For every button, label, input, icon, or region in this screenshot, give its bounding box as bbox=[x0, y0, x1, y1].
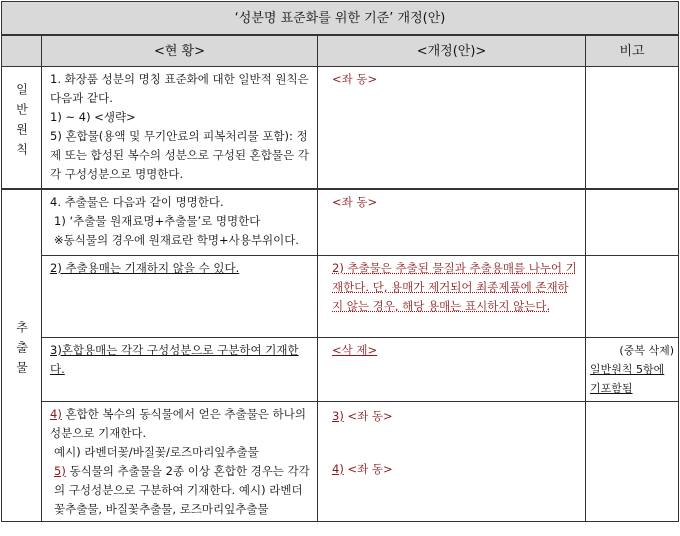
general-note-cell bbox=[586, 67, 679, 189]
extract4-note-cell bbox=[586, 402, 679, 522]
extract2-note-cell bbox=[586, 256, 679, 338]
extract1-note-cell bbox=[586, 189, 679, 256]
general-row bbox=[2, 67, 679, 189]
extract1-current-line3: ※동식물의 경우에 원재료란 학명+사용부위이다. bbox=[54, 232, 299, 247]
extract1-current-line2: 1) ‘추출물 원재료명+추출물’로 명명한다 bbox=[54, 213, 261, 228]
extract4-item4-text: 혼합한 복수의 동식물에서 얻은 추출물은 하나의 성분으로 기재한다. bbox=[50, 407, 306, 440]
extract2-proposed-text: 2) 추출물은 추출된 물질과 추출용매를 나누어 기재한다. 단, 용매가 제거되어 최종제품에 존재하지 않는 경우, 해당 용매는 표시하지 않는다. bbox=[332, 261, 577, 313]
comparison-table bbox=[1, 1, 679, 522]
extract-row-3 bbox=[2, 338, 679, 402]
general-current-line3: 5) 혼합물(용액 및 무기안료의 피복처리물 포함): 정제 또는 합성된 복수의 성분으로 구성된 혼합물은 각각 구성성분으로 명명한다. bbox=[50, 129, 309, 181]
extract4-proposed-item4 bbox=[332, 460, 579, 479]
extract-row-4 bbox=[2, 402, 679, 522]
extract4-proposed-item3 bbox=[332, 407, 579, 426]
section-label-extract bbox=[2, 189, 42, 522]
header-current: <현 황> bbox=[42, 35, 318, 67]
general-current-line1: 1. 화장품 성분의 명칭 표준화에 대한 일반적 원칙은 다음과 같다. bbox=[50, 72, 309, 105]
extract2-proposed-cell bbox=[318, 256, 586, 338]
general-proposed-cell: <좌 동> bbox=[318, 67, 586, 189]
header-row bbox=[2, 35, 679, 67]
section-label-general bbox=[2, 67, 42, 189]
extract2-current-text: 2) 추출용매는 기재하지 않을 수 있다. bbox=[50, 261, 240, 275]
extract4-current-cell bbox=[42, 402, 318, 522]
extract3-note-line1: (중복 삭제) bbox=[619, 344, 674, 357]
extract3-note-cell bbox=[586, 338, 679, 402]
header-proposed: <개정(안)> bbox=[318, 35, 586, 67]
extract3-proposed-text: <삭 제> bbox=[332, 343, 378, 357]
general-current-line2: 1) ~ 4) <생략> bbox=[50, 110, 136, 124]
extract2-current-cell bbox=[42, 256, 318, 338]
document-title: ‘성분명 표준화를 위한 기준’ 개정(안) bbox=[2, 2, 679, 36]
general-current-cell bbox=[42, 67, 318, 189]
extract4-proposed-item3-number: 3) bbox=[332, 409, 344, 423]
extract-row-2 bbox=[2, 256, 679, 338]
extract4-proposed-item3-text: <좌 동> bbox=[343, 409, 393, 423]
header-note: 비고 bbox=[586, 35, 679, 67]
extract3-proposed-cell bbox=[318, 338, 586, 402]
extract3-note-line2: 일반원칙 5항에 기포함됨 bbox=[590, 363, 665, 395]
section-label-text: 추출물 bbox=[14, 320, 29, 381]
extract4-example1: 예시) 라벤더꽃/바질꽃/로즈마리잎추출물 bbox=[54, 445, 259, 459]
extract4-proposed-item4-text: <좌 동> bbox=[343, 462, 393, 476]
extract1-current-cell bbox=[42, 189, 318, 256]
section-label-text: 일반원칙 bbox=[14, 82, 29, 163]
extract1-proposed-cell: <좌 동> bbox=[318, 189, 586, 256]
extract4-item5 bbox=[50, 462, 311, 519]
extract4-item5-text: 동식물의 추출물을 2종 이상 혼합한 경우는 각각의 구성성분으로 구분하여 기재한다. 예시) 라벤더꽃추출물, 바질꽃추출물, 로즈마리잎추출물 bbox=[54, 464, 310, 516]
extract4-item4 bbox=[50, 405, 311, 443]
extract4-item4-number: 4) bbox=[50, 407, 62, 421]
header-blank bbox=[2, 35, 42, 67]
extract1-current-line1: 4. 추출물은 다음과 같이 명명한다. bbox=[50, 194, 224, 209]
extract3-current-text: 3)혼합용매는 각각 구성성분으로 구분하여 기재한다. bbox=[50, 343, 299, 376]
extract4-proposed-item4-number: 4) bbox=[332, 462, 344, 476]
extract3-current-cell bbox=[42, 338, 318, 402]
extract4-item5-number: 5) bbox=[54, 464, 66, 478]
extract4-proposed-cell bbox=[318, 402, 586, 522]
extract-row-1 bbox=[2, 189, 679, 256]
